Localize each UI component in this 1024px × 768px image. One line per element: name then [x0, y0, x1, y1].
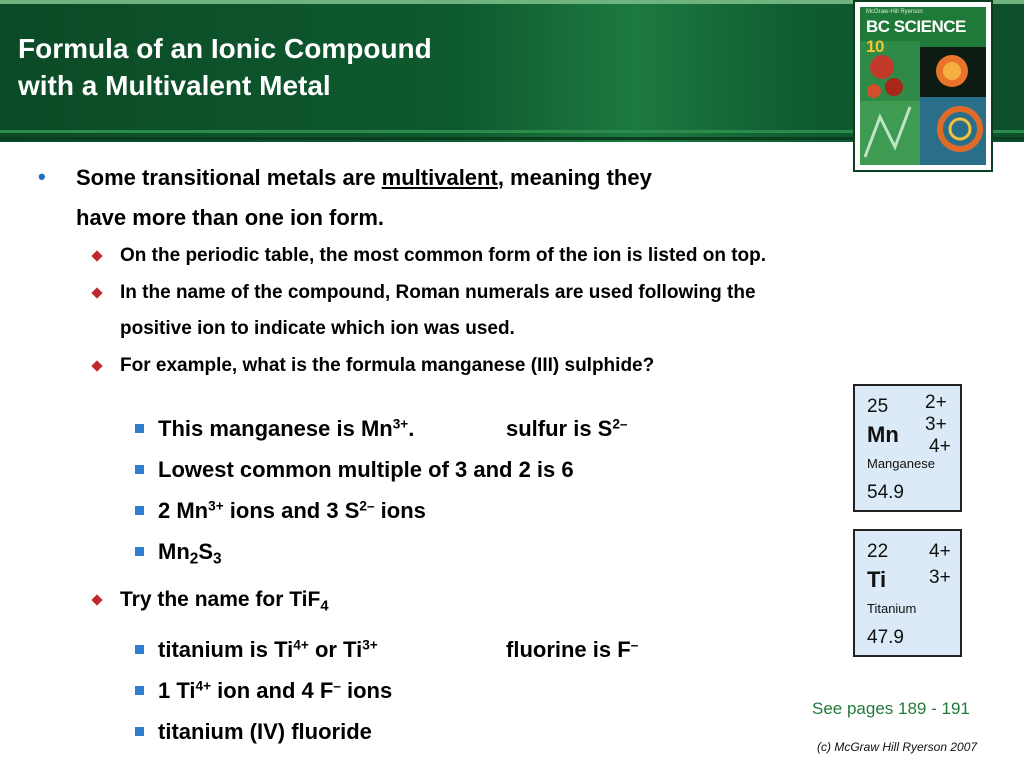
step-lowest-common-multiple: Lowest common multiple of 3 and 2 is 6	[158, 457, 574, 482]
square-bullet-icon	[135, 424, 144, 433]
step-sulfur-ion	[506, 409, 706, 449]
diamond-bullet-icon	[91, 594, 102, 605]
text-span: Some transitional metals are	[76, 165, 382, 190]
superscript: 2–	[612, 416, 628, 432]
step-titanium-name: titanium (IV) fluoride	[158, 719, 372, 744]
bullet-multivalent	[76, 158, 836, 238]
bullet-dot-icon: •	[38, 164, 46, 189]
element-symbol: Ti	[867, 567, 887, 592]
step-ion-counts	[158, 491, 758, 531]
element-tile-titanium	[853, 529, 962, 657]
slide-title	[18, 30, 638, 104]
element-tile-manganese	[853, 384, 962, 512]
diamond-bullet-icon	[91, 287, 102, 298]
ion-charge: 2+	[925, 392, 947, 413]
subbullet-example: For example, what is the formula manganese (III) sulphide?	[120, 355, 655, 376]
text-span: , meaning they	[497, 165, 652, 190]
slide-title-line2: with a Multivalent Metal	[18, 70, 331, 101]
textbook-cover-art	[860, 7, 986, 165]
step-titanium-ions	[158, 630, 498, 670]
text-span: fluorine is F	[506, 637, 631, 662]
square-bullet-icon	[135, 727, 144, 736]
bullet-multivalent-line1	[76, 158, 836, 198]
superscript: 3+	[362, 637, 378, 653]
text-span: sulfur is S	[506, 416, 613, 441]
element-name: Manganese	[867, 456, 935, 471]
subscript: 2	[189, 550, 199, 568]
diamond-bullet-icon	[91, 250, 102, 261]
term-multivalent: multivalent	[381, 165, 498, 190]
square-bullet-icon	[135, 465, 144, 474]
step-fluorine-ion	[506, 630, 726, 670]
superscript: –	[630, 637, 639, 653]
textbook-publisher: McGraw-Hill Ryerson	[866, 9, 923, 15]
text-span: titanium is Ti	[158, 637, 294, 662]
square-bullet-icon	[135, 686, 144, 695]
text-span: .	[408, 416, 415, 441]
subbullet-roman-numerals-line2: positive ion to indicate which ion was used.	[120, 318, 515, 339]
atomic-mass: 47.9	[867, 627, 904, 648]
atomic-number: 22	[867, 541, 889, 562]
text-span: or Ti	[308, 637, 363, 662]
superscript: 2–	[359, 498, 375, 514]
ion-charge: 3+	[925, 414, 947, 435]
subbullet-roman-numerals-line1: In the name of the compound, Roman numerals are used following the	[120, 282, 756, 303]
ion-charge: 3+	[929, 567, 951, 588]
text-span: S	[198, 539, 214, 564]
step-formula-mn2s3	[158, 532, 458, 572]
ion-charge: 4+	[929, 436, 951, 457]
superscript: –	[333, 678, 341, 694]
square-bullet-icon	[135, 645, 144, 654]
text-span: ions	[340, 678, 393, 703]
superscript: 4+	[293, 637, 309, 653]
atomic-number: 25	[867, 396, 889, 417]
superscript: 3+	[208, 498, 224, 514]
copyright-notice: (c) McGraw Hill Ryerson 2007	[817, 740, 978, 754]
square-bullet-icon	[135, 506, 144, 515]
subscript: 3	[213, 550, 222, 568]
superscript: 4+	[195, 678, 212, 694]
text-span: 1 Ti	[158, 678, 196, 703]
textbook-cover	[853, 0, 993, 172]
bullet-multivalent-line2: have more than one ion form.	[76, 205, 385, 230]
square-bullet-icon	[135, 547, 144, 556]
atomic-mass: 54.9	[867, 482, 904, 503]
text-span: 2 Mn	[158, 498, 209, 523]
text-span: This manganese is Mn	[158, 416, 393, 441]
text-span: Try the name for TiF	[120, 588, 321, 611]
step-titanium-ion-counts	[158, 671, 558, 711]
text-span: Mn	[158, 539, 190, 564]
text-span: ions	[374, 498, 426, 523]
textbook-title	[866, 17, 986, 57]
text-span: ion and 4 F	[211, 678, 334, 703]
subbullet-periodic-table: On the periodic table, the most common form of the ion is listed on top.	[120, 245, 767, 266]
textbook-title-number: 10	[866, 37, 884, 56]
subbullet-roman-numerals	[120, 275, 840, 347]
ion-charge: 4+	[929, 541, 951, 562]
diamond-bullet-icon	[91, 360, 102, 371]
text-span: ions and 3 S	[223, 498, 360, 523]
element-name: Titanium	[867, 601, 917, 616]
subscript: 4	[320, 598, 329, 615]
superscript: 3+	[392, 416, 409, 432]
slide-title-line1: Formula of an Ionic Compound	[18, 33, 432, 64]
step-manganese-ion	[158, 409, 498, 449]
subbullet-try-tif4	[120, 580, 520, 620]
textbook-title-main: BC SCIENCE	[866, 17, 966, 36]
see-pages-reference: See pages 189 - 191	[812, 699, 970, 718]
element-symbol: Mn	[867, 422, 899, 447]
